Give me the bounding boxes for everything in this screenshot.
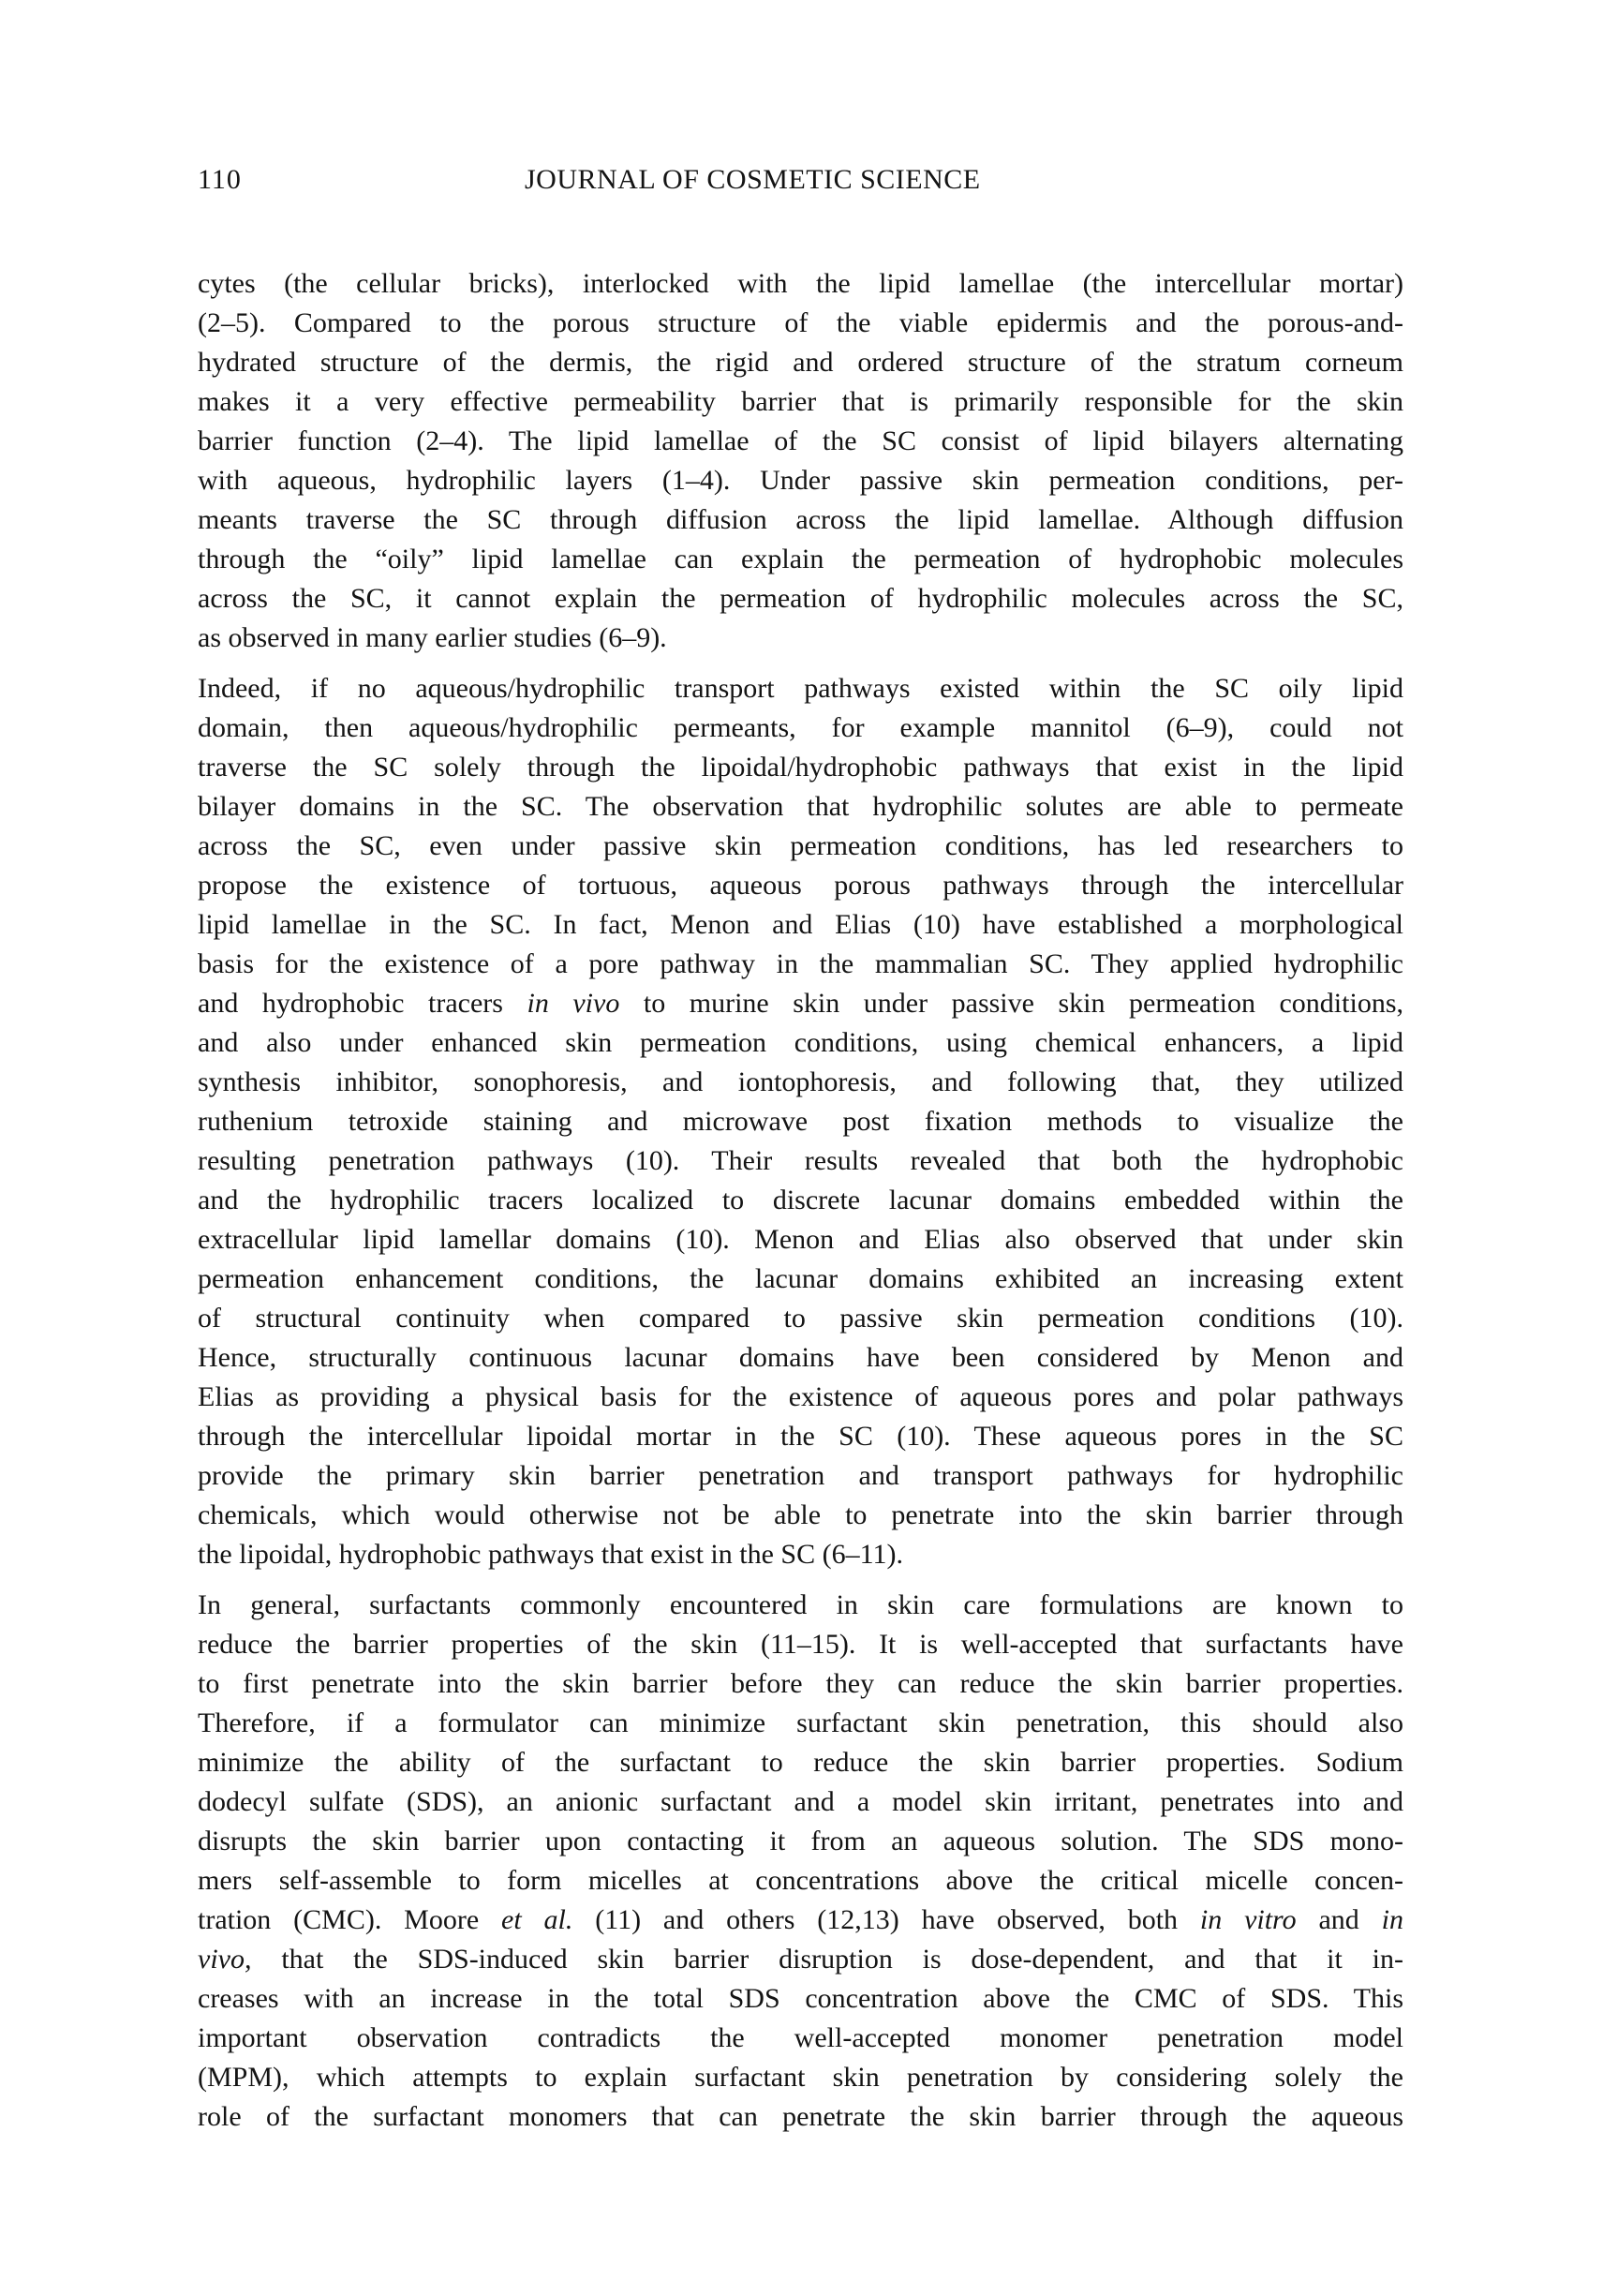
- text-run: resulting penetration pathways (10). Their results revealed that both the hydrophobic: [198, 1145, 1403, 1176]
- italic-text: in: [1381, 1904, 1403, 1935]
- text-line: [198, 1378, 1403, 1417]
- text-line: [198, 540, 1403, 579]
- text-line: [198, 619, 1403, 658]
- text-run: tration (CMC). Moore: [198, 1904, 502, 1935]
- text-run: In general, surfactants commonly encountered in skin care formulations are known to: [198, 1589, 1403, 1620]
- text-run: meants traverse the SC through diffusion across the lipid lamellae. Although diffusion: [198, 504, 1403, 535]
- body-text: [198, 264, 1403, 2148]
- text-line: [198, 1940, 1403, 1979]
- text-line: [198, 1901, 1403, 1940]
- text-run: of structural continuity when compared to passive skin permeation conditions (10).: [198, 1303, 1403, 1334]
- text-run: to first penetrate into the skin barrier before they can reduce the skin barrier properties.: [198, 1668, 1403, 1699]
- text-run: across the SC, it cannot explain the permeation of hydrophilic molecules across the SC,: [198, 583, 1403, 614]
- text-line: [198, 708, 1403, 748]
- text-run: (11) and others (12,13) have observed, both: [572, 1904, 1200, 1935]
- text-line: [198, 1535, 1403, 1574]
- text-run: and the hydrophilic tracers localized to discrete lacunar domains embedded within the: [198, 1185, 1403, 1215]
- text-run: barrier function (2–4). The lipid lamellae of the SC consist of lipid bilayers alternating: [198, 425, 1403, 456]
- text-run: reduce the barrier properties of the skin (11–15). It is well-accepted that surfactants have: [198, 1629, 1403, 1660]
- text-run: chemicals, which would otherwise not be able to penetrate into the skin barrier through: [198, 1499, 1403, 1530]
- text-run: role of the surfactant monomers that can penetrate the skin barrier through the aqueous: [198, 2101, 1403, 2132]
- text-line: [198, 905, 1403, 945]
- text-line: [198, 1299, 1403, 1338]
- text-line: [198, 2058, 1403, 2097]
- text-run: through the intercellular lipoidal mortar in the SC (10). These aqueous pores in the SC: [198, 1421, 1403, 1452]
- text-line: [198, 579, 1403, 619]
- text-line: [198, 1979, 1403, 2019]
- text-line: [198, 1338, 1403, 1378]
- text-line: [198, 1417, 1403, 1456]
- text-run: to murine skin under passive skin permeation conditions,: [619, 988, 1403, 1019]
- text-line: [198, 1181, 1403, 1220]
- text-line: [198, 1586, 1403, 1625]
- italic-text: vivo,: [198, 1944, 252, 1975]
- text-line: [198, 1496, 1403, 1535]
- text-run: Elias as providing a physical basis for the existence of aqueous pores and polar pathways: [198, 1381, 1403, 1412]
- text-run: that the SDS-induced skin barrier disruption is dose-dependent, and that it in-: [251, 1944, 1403, 1975]
- text-run: Therefore, if a formulator can minimize surfactant skin penetration, this should also: [198, 1707, 1403, 1738]
- text-run: the lipoidal, hydrophobic pathways that exist in the SC (6–11).: [198, 1539, 903, 1570]
- text-line: [198, 1102, 1403, 1141]
- text-line: [198, 304, 1403, 343]
- text-line: [198, 1861, 1403, 1901]
- text-line: [198, 1743, 1403, 1782]
- text-line: [198, 1260, 1403, 1299]
- text-run: with aqueous, hydrophilic layers (1–4). Under passive skin permeation conditions, per-: [198, 465, 1403, 496]
- text-line: [198, 2019, 1403, 2058]
- text-run: disrupts the skin barrier upon contacting it from an aqueous solution. The SDS mono-: [198, 1826, 1403, 1856]
- text-run: cytes (the cellular bricks), interlocked with the lipid lamellae (the intercellular mortar): [198, 268, 1403, 299]
- text-run: as observed in many earlier studies (6–9).: [198, 622, 667, 653]
- journal-title: JOURNAL OF COSMETIC SCIENCE: [525, 164, 981, 195]
- italic-text: in vivo: [527, 988, 620, 1019]
- text-run: permeation enhancement conditions, the lacunar domains exhibited an increasing extent: [198, 1263, 1403, 1294]
- text-line: [198, 1141, 1403, 1181]
- text-line: [198, 264, 1403, 304]
- text-line: [198, 984, 1403, 1023]
- text-line: [198, 945, 1403, 984]
- text-line: [198, 422, 1403, 461]
- text-run: propose the existence of tortuous, aqueous porous pathways through the intercellular: [198, 870, 1403, 901]
- italic-text: et al.: [501, 1904, 573, 1935]
- italic-text: in vitro: [1199, 1904, 1297, 1935]
- text-line: [198, 1625, 1403, 1664]
- text-run: makes it a very effective permeability barrier that is primarily responsible for the skin: [198, 386, 1403, 417]
- text-run: (2–5). Compared to the porous structure of the viable epidermis and the porous-and-: [198, 307, 1403, 338]
- page-number: 110: [198, 164, 242, 195]
- text-run: and also under enhanced skin permeation conditions, using chemical enhancers, a lipid: [198, 1027, 1403, 1058]
- text-run: synthesis inhibitor, sonophoresis, and iontophoresis, and following that, they utilized: [198, 1066, 1403, 1097]
- text-run: minimize the ability of the surfactant to reduce the skin barrier properties. Sodium: [198, 1747, 1403, 1778]
- text-line: [198, 1023, 1403, 1063]
- text-line: [198, 748, 1403, 787]
- paragraph: [198, 669, 1403, 1574]
- text-run: important observation contradicts the well-accepted monomer penetration model: [198, 2022, 1403, 2053]
- text-run: (MPM), which attempts to explain surfactant skin penetration by considering solely the: [198, 2062, 1403, 2093]
- text-run: mers self-assemble to form micelles at concentrations above the critical micelle concen-: [198, 1865, 1403, 1896]
- text-run: dodecyl sulfate (SDS), an anionic surfactant and a model skin irritant, penetrates into and: [198, 1786, 1403, 1817]
- text-run: and: [1296, 1904, 1382, 1935]
- text-line: [198, 866, 1403, 905]
- text-line: [198, 1782, 1403, 1822]
- text-run: Hence, structurally continuous lacunar domains have been considered by Menon and: [198, 1342, 1403, 1373]
- text-run: lipid lamellae in the SC. In fact, Menon and Elias (10) have established a morphological: [198, 909, 1403, 940]
- text-run: Indeed, if no aqueous/hydrophilic transport pathways existed within the SC oily lipid: [198, 673, 1403, 704]
- text-line: [198, 827, 1403, 866]
- text-line: [198, 1220, 1403, 1260]
- text-run: ruthenium tetroxide staining and microwave post fixation methods to visualize the: [198, 1106, 1403, 1137]
- text-line: [198, 1704, 1403, 1743]
- text-run: traverse the SC solely through the lipoidal/hydrophobic pathways that exist in the lipid: [198, 752, 1403, 783]
- text-run: extracellular lipid lamellar domains (10). Menon and Elias also observed that under skin: [198, 1224, 1403, 1255]
- text-run: basis for the existence of a pore pathway in the mammalian SC. They applied hydrophilic: [198, 948, 1403, 979]
- text-line: [198, 1822, 1403, 1861]
- paragraph: [198, 264, 1403, 658]
- text-line: [198, 787, 1403, 827]
- text-run: provide the primary skin barrier penetration and transport pathways for hydrophilic: [198, 1460, 1403, 1491]
- text-line: [198, 1063, 1403, 1102]
- text-line: [198, 461, 1403, 500]
- text-run: hydrated structure of the dermis, the rigid and ordered structure of the stratum corneum: [198, 347, 1403, 378]
- text-run: creases with an increase in the total SDS concentration above the CMC of SDS. This: [198, 1983, 1403, 2014]
- text-line: [198, 500, 1403, 540]
- text-line: [198, 669, 1403, 708]
- text-line: [198, 1456, 1403, 1496]
- text-run: through the “oily” lipid lamellae can explain the permeation of hydrophobic molecules: [198, 544, 1403, 574]
- running-header: [198, 160, 1403, 200]
- text-run: and hydrophobic tracers: [198, 988, 527, 1019]
- text-line: [198, 1664, 1403, 1704]
- text-line: [198, 382, 1403, 422]
- text-run: domain, then aqueous/hydrophilic permeants, for example mannitol (6–9), could not: [198, 712, 1403, 743]
- text-run: bilayer domains in the SC. The observation that hydrophilic solutes are able to permeate: [198, 791, 1403, 822]
- text-line: [198, 343, 1403, 382]
- text-run: across the SC, even under passive skin permeation conditions, has led researchers to: [198, 830, 1403, 861]
- text-line: [198, 2097, 1403, 2137]
- paragraph: [198, 1586, 1403, 2137]
